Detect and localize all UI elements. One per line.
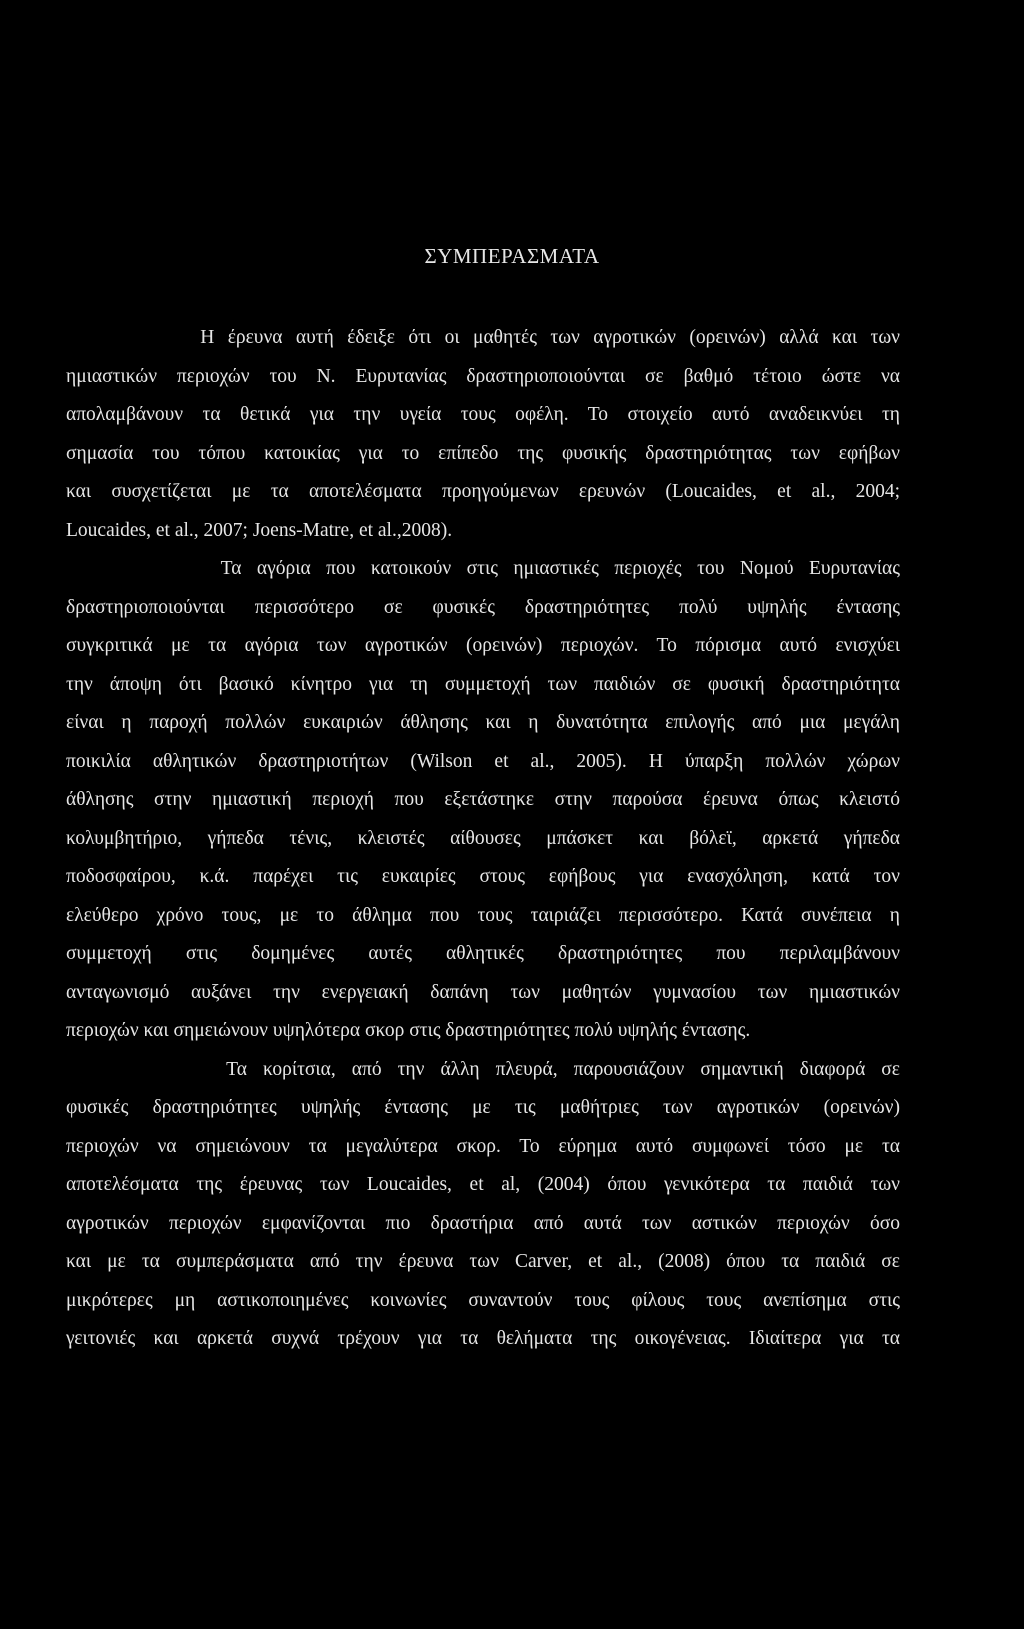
text-line: φυσικές δραστηριότητες υψηλής έντασης με τις μαθήτριες των αγροτικών (ορεινών) — [66, 1097, 900, 1118]
text-line: αγροτικών περιοχών εμφανίζονται πιο δραστήρια από αυτά των αστικών περιοχών όσο — [66, 1212, 900, 1234]
text-line: γειτονιές και αρκετά συχνά τρέχουν για τα θελήματα της οικογένειας. Ιδιαίτερα για τα — [66, 1328, 900, 1349]
text-line: περιοχών και σημειώνουν υψηλότερα σκορ στις δραστηριότητες πολύ υψηλής έντασης. — [66, 1020, 751, 1041]
text-line: ελεύθερο χρόνο τους, με το άθλημα που τους ταιριάζει περισσότερο. Κατά συνέπεια η — [66, 904, 900, 926]
text-line: κολυμβητήριο, γήπεδα τένις, κλειστές αίθουσες μπάσκετ και βόλεϊ, αρκετά γήπεδα — [66, 827, 900, 849]
body-text — [66, 319, 900, 1359]
section-heading: ΣΥΜΠΕΡΑΣΜΑΤΑ — [424, 244, 600, 268]
text-line: ημιαστικών περιοχών του Ν. Ευρυτανίας δραστηριοποιούνται σε βαθμό τέτοιο ώστε να — [66, 365, 900, 387]
text-line: ανταγωνισμό αυξάνει την ενεργειακή δαπάνη των μαθητών γυμνασίου των ημιαστικών — [66, 981, 900, 1003]
text-line: άθλησης στην ημιαστική περιοχή που εξετάστηκε στην παρούσα έρευνα όπως κλειστό — [66, 789, 900, 810]
text-line: είναι η παροχή πολλών ευκαιριών άθλησης και η δυνατότητα επιλογής από μια μεγάλη — [66, 712, 900, 733]
text-line: αποτελέσματα της έρευνας των Loucaides, et al, (2004) όπου γενικότερα τα παιδιά των — [66, 1174, 900, 1195]
text-line: Loucaides, et al., 2007; Joens-Matre, et al.,2008). — [66, 519, 453, 541]
text-line: ποικιλία αθλητικών δραστηριοτήτων (Wilson et al., 2005). Η ύπαρξη πολλών χώρων — [66, 750, 900, 772]
text-line: σημασία του τόπου κατοικίας για το επίπεδο της φυσικής δραστηριότητας των εφήβων — [66, 442, 900, 464]
text-line: συγκριτικά με τα αγόρια των αγροτικών (ορεινών) περιοχών. Το πόρισμα αυτό ενισχύει — [66, 635, 900, 656]
text-line: την άποψη ότι βασικό κίνητρο για τη συμμετοχή των παιδιών σε φυσική δραστηριότητα — [66, 673, 900, 695]
text-line: δραστηριοποιούνται περισσότερο σε φυσικές δραστηριότητες πολύ υψηλής έντασης — [66, 596, 900, 618]
text-line: Τα κορίτσια, από την άλλη πλευρά, παρουσιάζουν σημαντική διαφορά σε — [66, 1058, 900, 1080]
text-line: και με τα συμπεράσματα από την έρευνα των Carver, et al., (2008) όπου τα παιδιά σε — [66, 1251, 900, 1272]
text-line: Η έρευνα αυτή έδειξε ότι οι μαθητές των αγροτικών (ορεινών) αλλά και των — [66, 327, 900, 348]
text-line: και συσχετίζεται με τα αποτελέσματα προηγούμενων ερευνών (Loucaides, et al., 2004; — [66, 481, 900, 502]
text-line: συμμετοχή στις δομημένες αυτές αθλητικές δραστηριότητες που περιλαμβάνουν — [66, 943, 900, 964]
text-line: Τα αγόρια που κατοικούν στις ημιαστικές περιοχές του Νομού Ευρυτανίας — [66, 558, 900, 579]
text-line: ποδοσφαίρου, κ.ά. παρέχει τις ευκαιρίες στους εφήβους για ενασχόληση, κατά τον — [66, 866, 900, 887]
text-line: μικρότερες μη αστικοποιημένες κοινωνίες συναντούν τους φίλους τους ανεπίσημα στις — [66, 1289, 900, 1311]
text-line: περιοχών να σημειώνουν τα μεγαλύτερα σκορ. Το εύρημα αυτό συμφωνεί τόσο με τα — [66, 1135, 900, 1157]
text-line: απολαμβάνουν τα θετικά για την υγεία τους οφέλη. Το στοιχείο αυτό αναδεικνύει τη — [66, 404, 900, 425]
